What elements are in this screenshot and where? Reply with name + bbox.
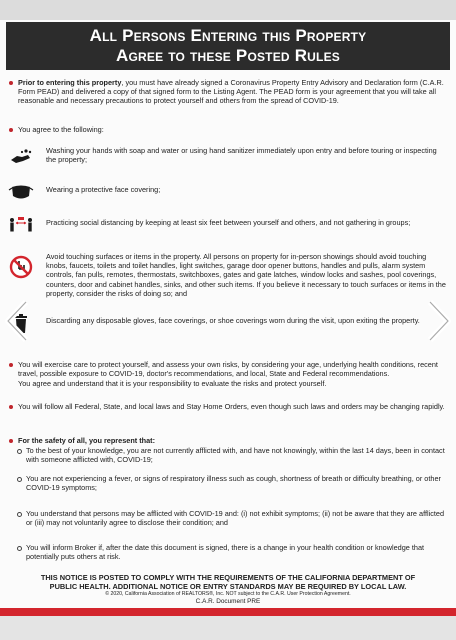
header-line-1: All Persons Entering this Property — [89, 26, 367, 45]
safety-item — [8, 543, 448, 561]
compliance-notice — [0, 573, 456, 591]
compliance-line-1: THIS NOTICE IS POSTED TO COMPLY WITH THE REQUIREMENTS OF THE CALIFORNIA DEPARTMENT OF — [40, 573, 416, 582]
care-text-2: You agree and understand that it is your responsibility to evaluate the risks and protect yourself. — [18, 379, 327, 389]
agree-text: You agree to the following: — [18, 125, 104, 134]
agree-heading — [8, 125, 448, 134]
document-header — [6, 22, 450, 70]
safety-item-text: You are not experiencing a fever, or signs of respiratory illness such as cough, shortness of breath or difficulty breathing, or other COVID-19 symptoms; — [26, 474, 441, 493]
safety-item — [8, 474, 448, 492]
safety-item — [8, 509, 448, 527]
chevron-right-icon — [420, 333, 456, 350]
header-line-2: Agree to these Posted Rules — [116, 46, 340, 65]
rule-text: Avoid touching surfaces or items in the property. All persons on property for in-person showings should avoid touching knobs, faucets, toilets and toilet handles, light switches, garage door opener buttons, handles and pulls, alarm system controls, fan pulls, remotes, thermostats, switchboxes, gates and gate latches, window locks and sashes, pool coverings, counters, door and cabinet handles, sinks, and other such items. If you believe it necessary to touch surfaces or items in the property, consider the risks of doing so; and — [46, 252, 446, 298]
next-slide-button[interactable] — [420, 296, 456, 346]
chevron-left-icon — [0, 333, 36, 350]
safety-section — [8, 436, 448, 445]
accent-bar — [0, 608, 456, 616]
intro-text: , you must have already signed a Coronavirus Property Entry Advisory and Declaration form (C.A.R. Form PEAD) and delivered a copy of that signed form to the Listing Agent. The PEAD form is your agreement that you will take all reasonable and necessary precautions to protect yourself and others from the spread of COVID-19. — [18, 78, 444, 106]
rule-text: Practicing social distancing by keeping at least six feet between yourself and others, and not gathering in groups; — [46, 218, 411, 227]
laws-text: You will follow all Federal, State, and local laws and Stay Home Orders, even though such laws and orders may be changing rapidly. — [18, 402, 445, 411]
intro-lead: Prior to entering this property — [18, 78, 122, 87]
compliance-line-2: PUBLIC HEALTH. ADDITIONAL NOTICE OR ENTRY STANDARDS MAY BE REQUIRED BY LOCAL LAW. — [49, 582, 407, 591]
document-name: C.A.R. Document PRE — [195, 598, 261, 605]
social-distance-icon — [8, 214, 34, 236]
safety-item — [8, 446, 448, 464]
intro-paragraph — [8, 78, 448, 106]
face-mask-icon — [8, 181, 34, 203]
hand-washing-icon — [8, 146, 34, 168]
safety-item-text: To the best of your knowledge, you are not currently afflicted with, and have not knowingly, within the last 14 days, been in contact with someone afflicted with, COVID-19; — [26, 446, 445, 465]
no-touch-icon — [8, 254, 34, 276]
rule-text: Wearing a protective face covering; — [46, 185, 161, 194]
safety-item-text: You understand that persons may be afflicted with COVID-19 and: (i) not exhibit symptoms; (ii) not be aware that they are afflicted or (iii) may not voluntarily agree to disclose their condition; and — [26, 509, 445, 528]
previous-slide-button[interactable] — [0, 296, 36, 346]
safety-heading: For the safety of all, you represent that: — [18, 436, 156, 445]
rule-text: Washing your hands with soap and water or using hand sanitizer immediately upon entry and before touring or inspecting the property; — [46, 146, 437, 165]
top-strip — [0, 0, 456, 20]
safety-item-text: You will inform Broker if, after the date this document is signed, there is a change in your health condition or knowledge that potentially puts others at risk. — [26, 543, 425, 562]
bottom-strip — [0, 616, 456, 640]
rule-text: Discarding any disposable gloves, face coverings, or shoe coverings worn during the visit, upon exiting the property. — [46, 316, 420, 325]
copyright-line: © 2020, California Association of REALTORS®, Inc. NOT subject to the C.A.R. User Protection Agreement. — [105, 591, 351, 597]
care-paragraph — [8, 360, 448, 389]
care-text-1: You will exercise care to protect yourself, and assess your own risks, by considering your age, underlying health conditions, recent travel, possible exposure to COVID-19, doctor's recommendations, and local, State and Federal recommendations. — [18, 360, 438, 379]
laws-paragraph — [8, 402, 448, 411]
